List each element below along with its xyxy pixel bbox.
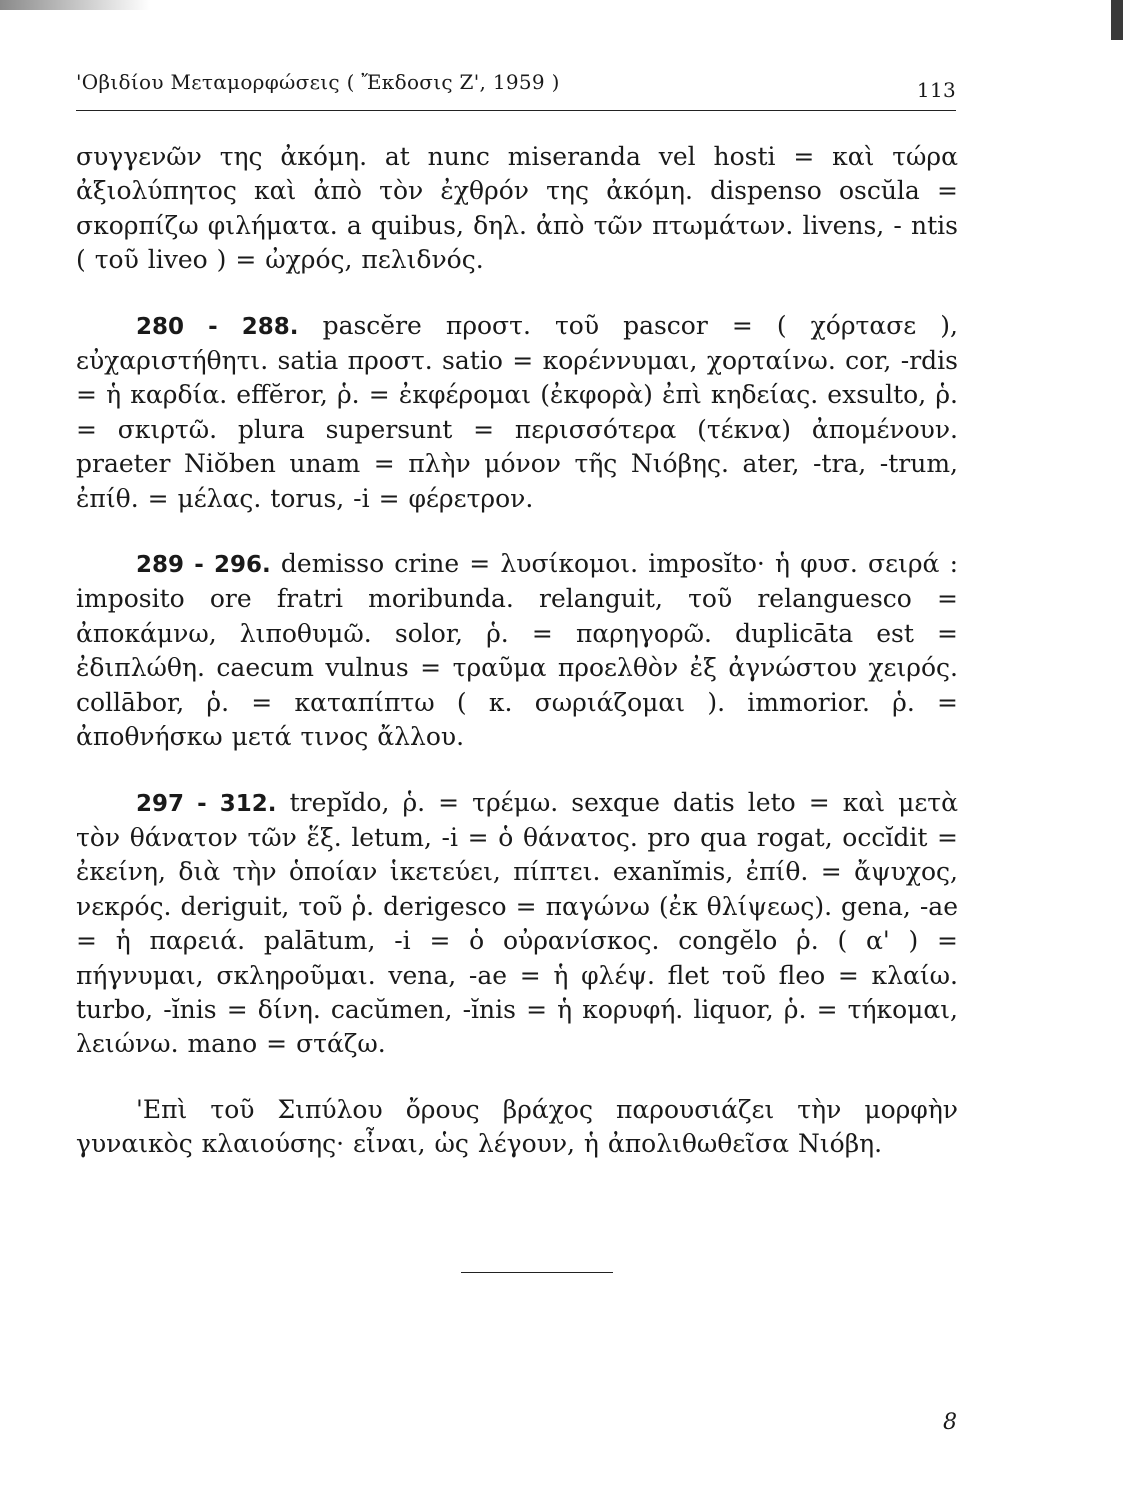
paragraph-gap [76,755,958,786]
paragraph-gap [76,1062,958,1093]
paragraph-text: trepĭdo, ῥ. = τρέμω. sexque datis leto = καὶ μετὰ τὸν θάνατον τῶν ἕξ. letum, -i = ὁ θάνατος. pro qua rogat, occĭdit = ἐκείνη, διὰ τὴν ὁποίαν ἱκετεύει, πίπτει. exanĭmis, ἐπίθ. = ἄψυχος, νεκρός. deriguit, τοῦ ῥ. derigesco = παγώνω (ἐκ θλίψεως). gena, -ae = ἡ παρειά. palātum, -i = ὁ οὐρανίσκος. congĕlo ῥ. ( α' ) = πήγνυμαι, σκληροῦμαι. vena, -ae = ἡ φλέψ. flet τοῦ fleo = κλαίω. turbo, -ĭnis = δίνη. cacŭmen, -ĭnis = ἡ κορυφή. liquor, ῥ. = τήκομαι, λειώνω. mano = στάζω. [76,787,958,1059]
paragraph-text: pascĕre προστ. τοῦ pascor = ( χόρτασε ), εὐχαριστήθητι. satia προστ. satio = κορέννυμαι, χορταίνω. cor, -rdis = ἡ καρδία. effĕror, ῥ. = ἐκφέρομαι (ἐκφορὰ) ἐπὶ κηδείας. exsulto, ῥ. = σκιρτῶ. plura supersunt = περισσότερα (τέκνα) ἀπομένουν. praeter Niŏben unam = πλὴν μόνον τῆς Νιόβης. ater, -tra, -trum, ἐπίθ. = μέλας. torus, -i = φέρετρον. [76,310,958,513]
scan-shadow-top-right [1111,0,1123,40]
paragraph-297-312 [76,786,958,1062]
paragraph-text: συγγενῶν της ἀκόμη. at nunc miseranda vel hosti = καὶ τώρα ἀξιολύπητος καὶ ἀπὸ τὸν ἐχθρόν της ἀκόμη. dispenso oscŭla = σκορπίζω φιλήματα. a quibus, δηλ. ἀπὸ τῶν πτωμάτων. livens, - ntis ( τοῦ liveo ) = ὠχρός, πελιδνός. [76,142,958,275]
paragraph-289-296 [76,547,958,754]
verse-range-label: 280 - 288. [136,313,299,340]
paragraph-gap [76,278,958,309]
paragraph-text: demisso crine = λυσίκομοι. imposĭto· ἡ φυσ. σειρά : imposito ore fratri moribunda. relanguit, τοῦ relanguesco = ἀποκάμνω, λιποθυμῶ. solor, ῥ. = παρηγορῶ. duplicāta est = ἐδιπλώθη. caecum vulnus = τραῦμα προελθὸν ἐξ ἀγνώστου χειρός. collābor, ῥ. = καταπίπτω ( κ. σωριάζομαι ). immorior. ῥ. = ἀποθνήσκω μετά τινος ἄλλου. [76,549,958,752]
paragraph-niobe-note [76,1093,958,1162]
verse-range-label: 289 - 296. [136,552,271,579]
running-head-title: 'Οβιδίου Μεταμορφώσεις ( Ἔκδοσις Ζ', 1959 ) [76,70,560,94]
paragraph-continuation [76,140,958,278]
commentary-body [76,140,958,1162]
end-rule [461,1272,613,1273]
running-head [76,70,956,104]
signature-mark: 8 [943,1410,957,1435]
paragraph-280-288 [76,309,958,516]
scan-shadow-top-left [0,0,150,10]
paragraph-gap [76,516,958,547]
page-number: 113 [916,78,956,102]
paragraph-text: 'Επὶ τοῦ Σιπύλου ὄρους βράχος παρουσιάζει τὴν μορφὴν γυναικὸς κλαιούσης· εἶναι, ὡς λέγουν, ἡ ἀπολιθωθεῖσα Νιόβη. [76,1094,958,1159]
header-rule [76,110,956,111]
verse-range-label: 297 - 312. [136,790,277,817]
